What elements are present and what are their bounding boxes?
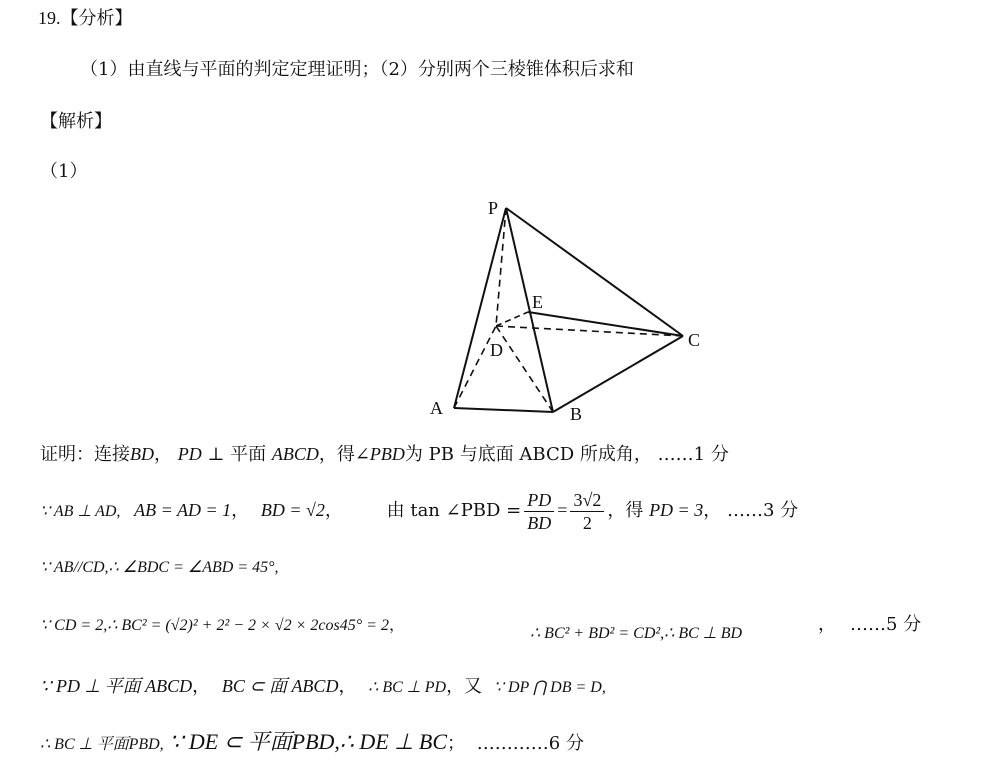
- analysis-heading: 【分析】: [60, 8, 133, 29]
- proof-line-5: ∵ PD ⊥ 平面 ABCD， BC ⊂ 面 ABCD， ∴ BC ⊥ PD，又 ∵ DP ⋂ DB = D,: [40, 676, 606, 697]
- score-3: ……3 分: [726, 500, 799, 521]
- proof-line-4: ∵ CD = 2,∴ BC² = (√2)² + 2² − 2 × √2 × 2cos45° = 2，: [40, 615, 405, 634]
- proof-line-2: ∵ AB ⊥ AD, AB = AD = 1， BD = √2， 由 tan ∠PBD = $\frac{PD}{BD}$ = $\frac{3√2}{2}$ ，得 PD = 3， ……3 分: [40, 489, 799, 533]
- edge-AB: [454, 408, 553, 412]
- part-1-label: （1）: [40, 161, 88, 182]
- proof-line-1: 证明：连接BD， PD ⊥ 平面 ABCD，得∠PBD为 PB 与底面 ABCD 所成角， ……1 分: [40, 444, 729, 465]
- edge-PB: [506, 208, 553, 412]
- solution-heading: 【解析】: [40, 111, 112, 132]
- proof-line-6: ∴ BC ⊥ 平面PBD, ∵ DE ⊂ 平面PBD,∴ DE ⊥ BC； …………6 分: [40, 729, 584, 754]
- proof-line-3: ∵ AB//CD,∴ ∠BDC = ∠ABD = 45°,: [40, 559, 279, 576]
- edge-BC: [553, 336, 683, 412]
- score-1: ……1 分: [657, 444, 729, 465]
- label-E: E: [532, 292, 543, 312]
- pyramid-figure: [420, 190, 720, 430]
- edge-BD: [496, 326, 553, 412]
- proof-line-4-right: ∴ BC² + BD² = CD²,∴ BC ⊥ BD: [530, 625, 743, 642]
- edge-AD: [454, 326, 496, 408]
- fraction-3root2-2: $\frac{3√2}{2}$: [570, 489, 604, 534]
- question-header: [38, 6, 133, 31]
- question-number: 19.: [38, 8, 61, 28]
- edge-PC: [506, 208, 683, 336]
- label-C: C: [688, 330, 701, 350]
- score-5: ……5 分: [850, 614, 922, 635]
- edge-DE: [496, 312, 528, 326]
- label-P: P: [488, 198, 499, 218]
- proof-line-4-score: ， ……5 分: [818, 614, 922, 635]
- label-B: B: [570, 404, 583, 424]
- label-D: D: [490, 340, 503, 360]
- analysis-text: （1）由直线与平面的判定定理证明；（2）分别两个三棱锥体积后求和: [80, 59, 634, 80]
- label-A: A: [430, 398, 443, 418]
- fraction-pd-bd: $\frac{PD}{BD}$: [524, 489, 554, 534]
- score-6: …………6 分: [476, 733, 584, 754]
